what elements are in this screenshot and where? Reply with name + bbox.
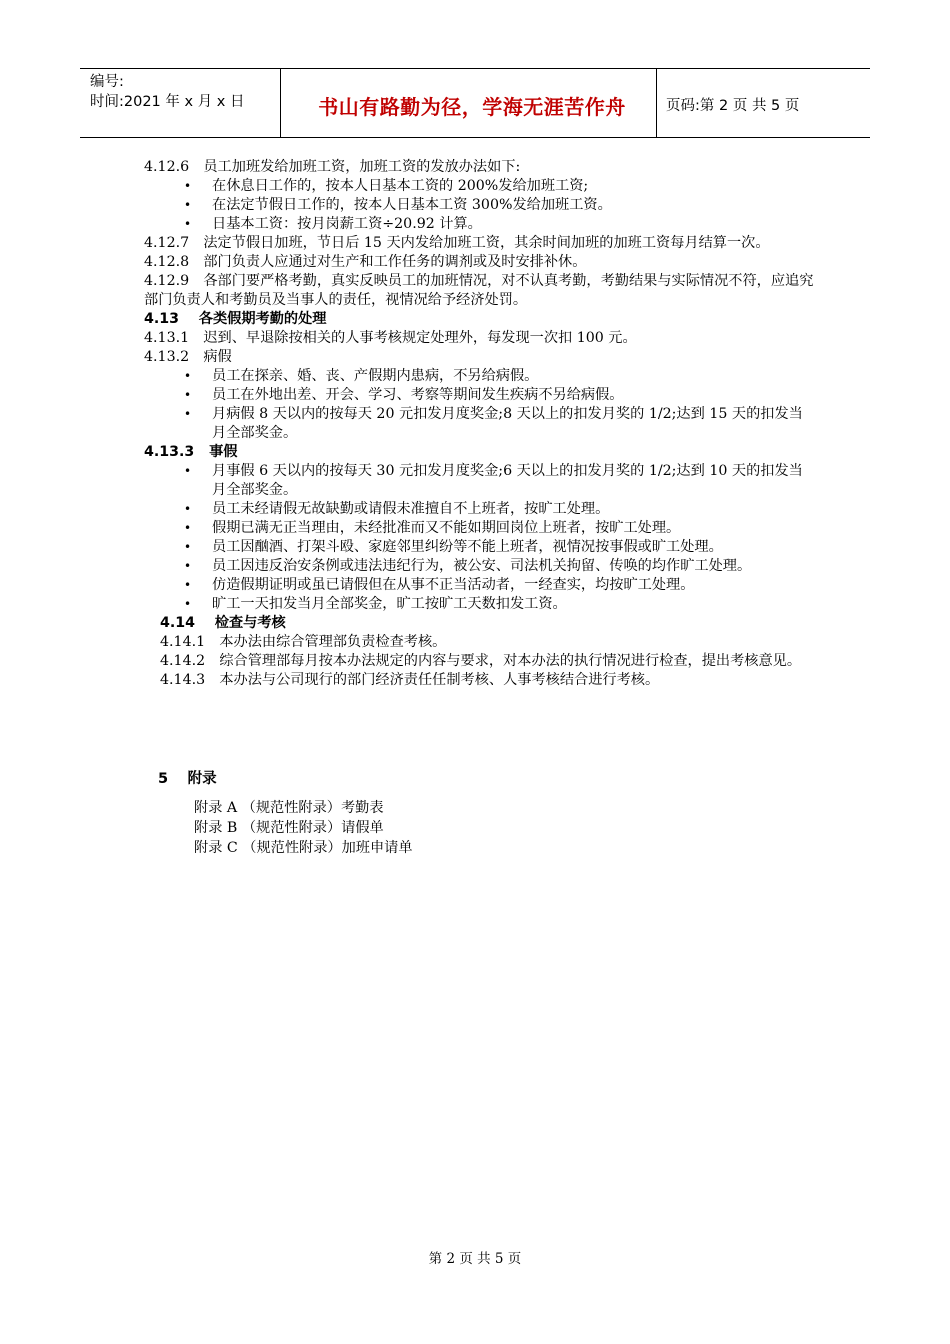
section-heading-4-13 [144, 310, 814, 329]
section-number: 4.13 [144, 311, 180, 327]
appendix-item-a: 附录 A （规范性附录）考勤表 [194, 800, 384, 816]
list-item: • 员工因酗酒、打架斗殴、家庭邻里纠纷等不能上班者，视情况按事假或旷工处理。 [144, 538, 814, 557]
list-item: • 在休息日工作的，按本人日基本工资的 200%发给加班工资; [144, 177, 814, 196]
list-item: • 员工因违反治安条例或违法违纪行为，被公安、司法机关拘留、传唤的均作旷工处理。 [144, 557, 814, 576]
clause-4-13-3 [144, 443, 814, 462]
appendix-item-b: 附录 B （规范性附录）请假单 [194, 820, 384, 836]
section-title: 检查与考核 [214, 615, 286, 631]
section-heading-4-14 [144, 614, 814, 633]
clause-4-12-9: 4.12.9 各部门要严格考勤，真实反映员工的加班情况，对不认真考勤，考勤结果与实际情况不符，应追究部门负责人和考勤员及当事人的责任，视情况给予经济处罚。 [144, 273, 814, 308]
clause-4-12-6: 4.12.6 员工加班发给加班工资，加班工资的发放办法如下: [144, 159, 521, 175]
clause-4-12-8: 4.12.8 部门负责人应通过对生产和工作任务的调剂或及时安排补休。 [144, 254, 587, 270]
section-title: 各类假期考勤的处理 [198, 311, 327, 327]
list-item: • 员工未经请假无故缺勤或请假未准擅自不上班者，按旷工处理。 [144, 500, 814, 519]
header-meta [90, 72, 245, 112]
list-item: • 日基本工资：按月岗薪工资÷20.92 计算。 [144, 215, 814, 234]
document-header [80, 68, 870, 138]
list-item: • 员工在探亲、婚、丧、产假期内患病，不另给病假。 [144, 367, 814, 386]
clause-4-14-1: 4.14.1 本办法由综合管理部负责检查考核。 [160, 634, 447, 650]
clause-4-13-2: 4.13.2 病假 [144, 349, 232, 365]
header-divider [280, 69, 281, 137]
list-item: • 月病假 8 天以内的按每天 20 元扣发月度奖金;8 天以上的扣发月奖的 1/2;达到 15 天的扣发当月全部奖金。 [144, 405, 814, 443]
serial-label: 编号: [90, 74, 124, 90]
appendix-list [194, 798, 413, 858]
list-item: • 员工在外地出差、开会、学习、考察等期间发生疾病不另给病假。 [144, 386, 814, 405]
clause-4-12-7: 4.12.7 法定节假日加班，节日后 15 天内发给加班工资，其余时间加班的加班工资每月结算一次。 [144, 235, 770, 251]
date-label: 时间:2021 年 x 月 x 日 [90, 94, 245, 110]
appendix-heading: 5 附录 [158, 771, 217, 787]
clause-title: 事假 [209, 444, 238, 460]
section-number: 4.14 [160, 615, 196, 631]
document-body [144, 158, 814, 690]
header-page-info: 页码:第 2 页 共 5 页 [666, 98, 800, 114]
appendix-item-c: 附录 C （规范性附录）加班申请单 [194, 840, 413, 856]
list-item: • 旷工一天扣发当月全部奖金，旷工按旷工天数扣发工资。 [144, 595, 814, 614]
list-item: • 假期已满无正当理由，未经批准而又不能如期回岗位上班者，按旷工处理。 [144, 519, 814, 538]
list-item: • 在法定节假日工作的，按本人日基本工资 300%发给加班工资。 [144, 196, 814, 215]
clause-4-14-3: 4.14.3 本办法与公司现行的部门经济责任任制考核、人事考核结合进行考核。 [160, 672, 660, 688]
clause-4-14-2: 4.14.2 综合管理部每月按本办法规定的内容与要求，对本办法的执行情况进行检查，提出考核意见。 [160, 653, 802, 669]
clause-4-13-1: 4.13.1 迟到、早退除按相关的人事考核规定处理外，每发现一次扣 100 元。 [144, 330, 637, 346]
list-item: • 仿造假期证明或虽已请假但在从事不正当活动者，一经查实，均按旷工处理。 [144, 576, 814, 595]
list-item: • 月事假 6 天以内的按每天 30 元扣发月度奖金;6 天以上的扣发月奖的 1/2;达到 10 天的扣发当月全部奖金。 [144, 462, 814, 500]
clause-number: 4.13.3 [144, 444, 195, 460]
page-footer: 第 2 页 共 5 页 [428, 1251, 522, 1267]
header-motto: 书山有路勤为径，学海无涯苦作舟 [318, 95, 626, 119]
